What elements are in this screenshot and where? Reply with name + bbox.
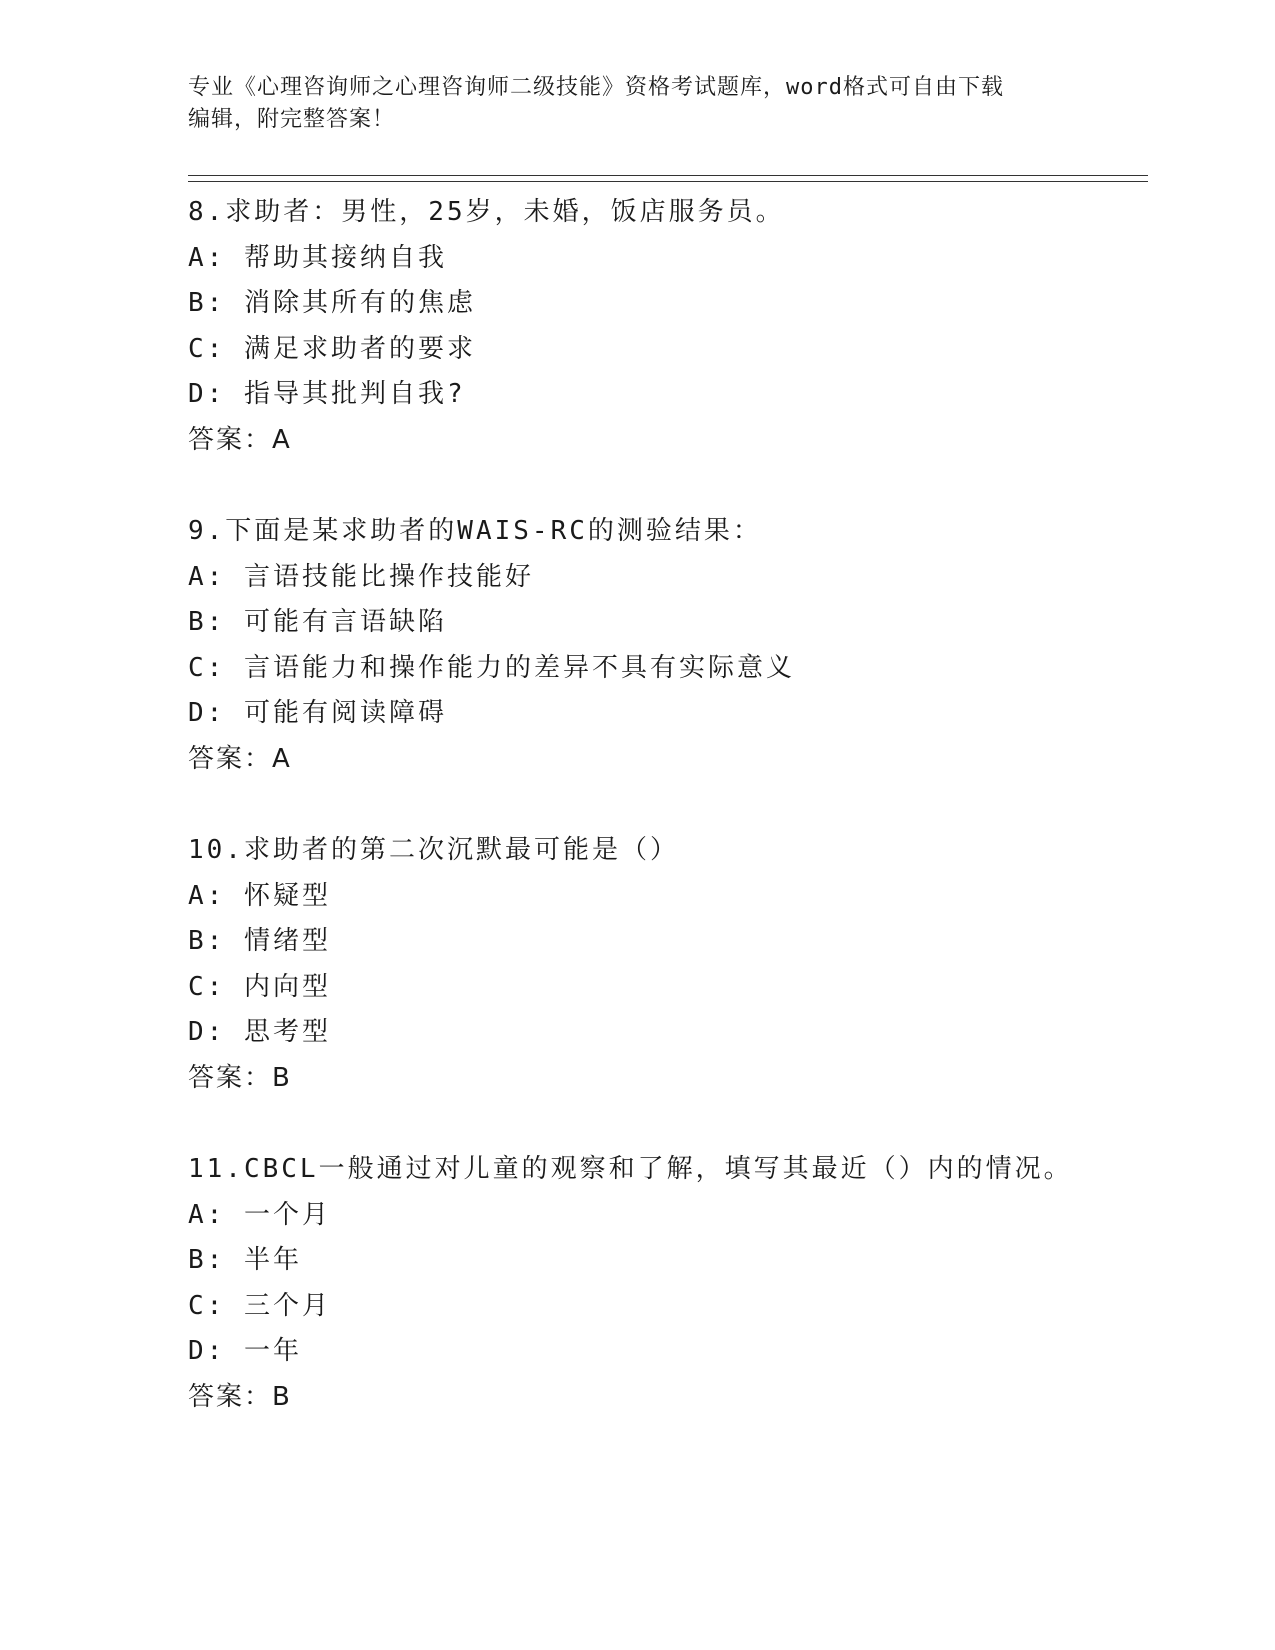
option-a: A: 一个月: [188, 1199, 331, 1230]
option-a: A: 怀疑型: [188, 880, 331, 911]
option-b: B: 半年: [188, 1245, 302, 1276]
option-d: D: 指导其批判自我?: [188, 379, 466, 410]
question-block: [188, 1147, 1148, 1421]
answer-label: 答案：B: [188, 1381, 292, 1412]
question-block: [188, 509, 1148, 783]
option-a: A: 言语技能比操作技能好: [188, 561, 534, 592]
option-c: C: 满足求助者的要求: [188, 333, 476, 364]
option-d: D: 思考型: [188, 1017, 331, 1048]
answer-label: 答案：A: [188, 743, 292, 774]
question-stem: 9.下面是某求助者的WAIS-RC的测验结果：: [188, 516, 762, 546]
option-b: B: 消除其所有的焦虑: [188, 288, 476, 319]
option-c: C: 言语能力和操作能力的差异不具有实际意义: [188, 652, 795, 683]
header-line-2: 编辑，附完整答案！: [188, 107, 396, 132]
question-block: [188, 828, 1148, 1102]
option-d: D: 可能有阅读障碍: [188, 698, 447, 729]
header-divider-top: [188, 175, 1148, 176]
question-stem: 10.求助者的第二次沉默最可能是（）: [188, 835, 679, 865]
option-b: B: 情绪型: [188, 926, 331, 957]
answer-label: 答案：A: [188, 424, 292, 455]
question-stem: 11.CBCL一般通过对儿童的观察和了解，填写其最近（）内的情况。: [188, 1154, 1073, 1184]
option-c: C: 内向型: [188, 971, 331, 1002]
option-c: C: 三个月: [188, 1290, 331, 1321]
question-block: [188, 190, 1148, 464]
document-header: [188, 72, 1088, 136]
option-a: A: 帮助其接纳自我: [188, 242, 447, 273]
question-stem: 8.求助者：男性，25岁，未婚，饭店服务员。: [188, 197, 785, 227]
answer-label: 答案：B: [188, 1062, 292, 1093]
option-d: D: 一年: [188, 1336, 302, 1367]
header-divider-bottom: [188, 181, 1148, 182]
header-line-1: 专业《心理咨询师之心理咨询师二级技能》资格考试题库，word格式可自由下载: [188, 75, 1004, 100]
option-b: B: 可能有言语缺陷: [188, 607, 447, 638]
